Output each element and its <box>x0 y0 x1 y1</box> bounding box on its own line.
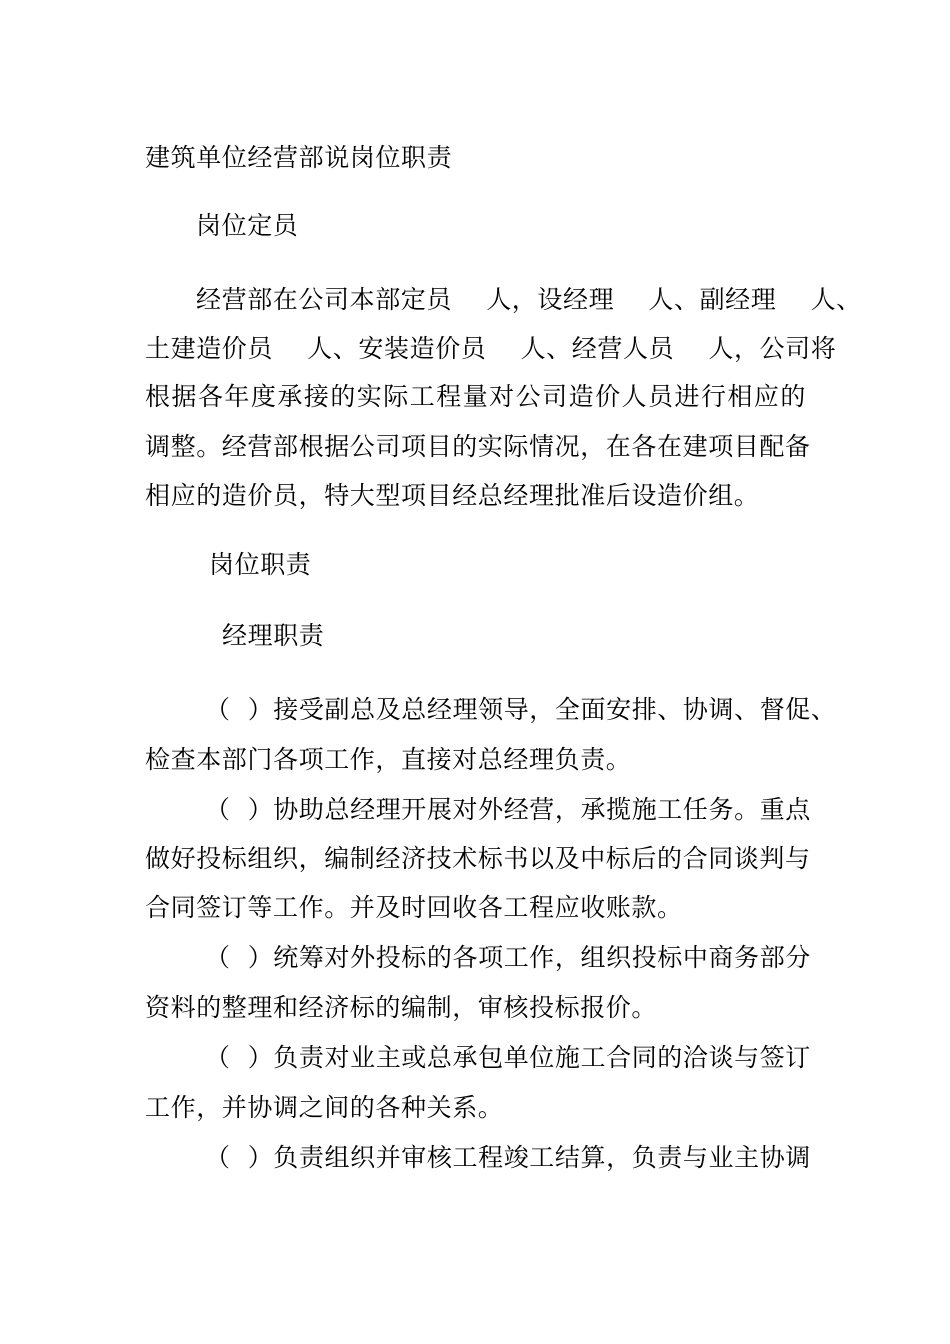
duty-item-line: （ ）负责组织并审核工程竣工结算，负责与业主协调 <box>205 1143 811 1172</box>
section-heading-staffing: 岗位定员 <box>196 211 299 240</box>
duty-item-line: 做好投标组织，编制经济技术标书以及中标后的合同谈判与 <box>145 844 811 873</box>
duty-item-line: （ ）协助总经理开展对外经营，承揽施工任务。重点 <box>205 795 811 824</box>
document-title: 建筑单位经营部说岗位职责 <box>145 143 453 172</box>
duty-item-line: （ ）负责对业主或总承包单位施工合同的洽谈与签订 <box>205 1043 811 1072</box>
subsection-heading-manager-duties: 经理职责 <box>222 621 325 650</box>
staffing-paragraph-line: 根据各年度承接的实际工程量对公司造价人员进行相应的 <box>145 382 806 411</box>
staffing-paragraph-line: 经营部在公司本部定员 人，设经理 人、副经理 人、 <box>196 285 862 314</box>
duty-item-line: （ ）接受副总及总经理领导，全面安排、协调、督促、 <box>205 695 837 724</box>
staffing-paragraph-line: 调整。经营部根据公司项目的实际情况，在各在建项目配备 <box>145 432 811 461</box>
duty-item-line: （ ）统筹对外投标的各项工作，组织投标中商务部分 <box>205 943 811 972</box>
staffing-paragraph-line: 相应的造价员，特大型项目经总经理批准后设造价组。 <box>145 481 760 510</box>
duty-item-line: 检查本部门各项工作，直接对总经理负责。 <box>145 745 632 774</box>
staffing-paragraph-line: 土建造价员 人、安装造价员 人、经营人员 人，公司将 <box>145 334 837 363</box>
duty-item-line: 资料的整理和经济标的编制，审核投标报价。 <box>145 993 658 1022</box>
duty-item-line: 合同签订等工作。并及时回收各工程应收账款。 <box>145 893 683 922</box>
duty-item-line: 工作，并协调之间的各种关系。 <box>145 1093 504 1122</box>
section-heading-duties: 岗位职责 <box>209 550 312 579</box>
